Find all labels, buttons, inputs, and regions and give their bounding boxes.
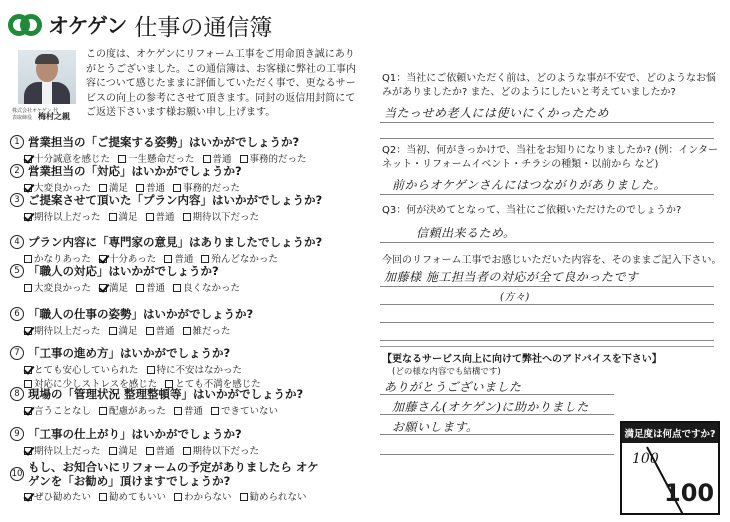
option-label: 普通 [146, 283, 166, 294]
question-4 [10, 234, 322, 265]
option-label: 期待以上だった [34, 326, 101, 337]
checkbox-icon[interactable] [174, 493, 182, 501]
option-checkbox[interactable] [146, 209, 175, 223]
checkbox-icon[interactable] [146, 327, 154, 335]
satisfaction-box [620, 421, 720, 515]
answer-q1: 当たっせめ老人には使いにくかったため [384, 106, 610, 120]
checkbox-icon[interactable] [173, 284, 181, 292]
answer-line [380, 304, 714, 305]
option-label: 大変良かった [34, 283, 92, 294]
answer-q4-note: (方々) [500, 292, 530, 303]
checkbox-icon[interactable] [99, 407, 107, 415]
option-label: 普通 [155, 326, 175, 337]
option-label: 期待以下だった [192, 446, 260, 457]
option-label: 満足 [109, 183, 129, 194]
option-label: 普通 [212, 154, 232, 165]
question-number: 7 [10, 346, 24, 360]
checkbox-icon[interactable] [24, 155, 32, 163]
option-checkbox[interactable] [99, 280, 128, 294]
option-checkbox[interactable] [174, 403, 203, 417]
checkbox-icon[interactable] [136, 184, 144, 192]
option-label: 十分あった [108, 254, 157, 265]
question-text: 「工事の進め方」はいかがでしょうか? [28, 346, 231, 360]
question-text: 「工事の仕上がり」はいかがでしょうか? [28, 427, 242, 441]
question-text: 「職人の仕事の姿勢」はいかがでしょうか? [28, 307, 254, 321]
advice-line-3: お願いします。 [392, 420, 479, 434]
option-checkbox[interactable] [146, 443, 175, 457]
option-label: 普通 [155, 212, 175, 223]
option-checkbox[interactable] [211, 403, 278, 417]
option-label: 事務的だった [183, 183, 241, 194]
option-label: 満足 [118, 326, 138, 337]
option-checkbox[interactable] [24, 443, 101, 457]
option-checkbox[interactable] [136, 280, 165, 294]
advice-line-2: 加藤さん(オケゲン)に助かりました [392, 400, 589, 414]
checkbox-icon[interactable] [24, 447, 32, 455]
option-label: 殆んどなかった [211, 254, 278, 265]
option-checkbox[interactable] [183, 443, 260, 457]
question-2 [10, 163, 242, 194]
checkbox-icon[interactable] [164, 255, 172, 263]
answer-line [380, 454, 614, 455]
question-text: 現場の「管理状況 整理整頓等」はいかがでしょうか? [28, 387, 304, 401]
option-checkbox[interactable] [24, 403, 91, 417]
checkbox-icon[interactable] [211, 407, 219, 415]
okegen-logo-icon [8, 10, 44, 40]
checkbox-icon[interactable] [203, 155, 211, 163]
option-label: 雑だった [192, 326, 231, 337]
intro-text: この度は、オケゲンにリフォーム工事をご用命頂き誠にありがとうございました。この通信簿は、お客様に弊社の工事内容について感じたままに評価していただく事で、更なるサービスの向上の参考にさせて頂きます。同封の返信用封筒にてご返送下さいます様お願い申し上げます。 [86, 49, 356, 119]
checkbox-icon[interactable] [24, 407, 32, 415]
question-number: 2 [10, 164, 24, 178]
question-text: ご提案させて頂いた「プラン内容」はいかがでしょうか? [28, 193, 323, 207]
checkbox-icon[interactable] [183, 447, 191, 455]
option-checkbox[interactable] [24, 209, 101, 223]
option-label: わからない [184, 492, 232, 503]
president-signature: 梅村之親 [38, 112, 70, 121]
answer-line [380, 434, 614, 435]
president-photo [18, 50, 76, 104]
question-number: 6 [10, 307, 24, 321]
checkbox-icon[interactable] [201, 255, 209, 263]
option-label: 普通 [183, 406, 203, 417]
checkbox-icon[interactable] [24, 184, 32, 192]
checkbox-icon[interactable] [183, 327, 191, 335]
question-text: プラン内容に「専門家の意見」はありましたでしょうか? [28, 235, 323, 249]
option-label: 期待以上だった [34, 446, 101, 457]
satisfaction-handwritten: 100 [632, 451, 659, 467]
option-checkbox[interactable] [99, 403, 166, 417]
question-number: 9 [10, 427, 24, 441]
question-number: 8 [10, 387, 24, 401]
checkbox-icon[interactable] [109, 213, 117, 221]
question-number: 5 [10, 264, 24, 278]
checkbox-icon[interactable] [118, 155, 126, 163]
option-label: 普通 [155, 446, 175, 457]
option-label: 十分誠意を感じた [34, 154, 111, 165]
checkbox-icon[interactable] [240, 493, 248, 501]
checkbox-icon[interactable] [24, 493, 32, 501]
advice-subtitle: (どの様な内容でも結構です) [392, 367, 501, 377]
option-label: 満足 [118, 212, 138, 223]
brand-name: オケゲン [48, 14, 127, 38]
checkbox-icon[interactable] [146, 447, 154, 455]
option-checkbox[interactable] [240, 151, 307, 165]
question-1 [10, 134, 307, 165]
satisfaction-score: 100 [664, 479, 715, 507]
question-text: 営業担当の「対応」はいかがでしょうか? [28, 164, 242, 178]
checkbox-icon[interactable] [24, 213, 32, 221]
option-label: とても安心していられた [34, 365, 139, 376]
question-q4: 今回のリフォーム工事でお感じいただいた内容を、そのままご記入下さい。 [382, 255, 722, 266]
option-label: 普通 [174, 254, 194, 265]
answer-line [380, 138, 714, 139]
option-label: 事務的だった [249, 154, 307, 165]
option-checkbox[interactable] [109, 209, 138, 223]
answer-line [380, 394, 614, 395]
photo-caption: 株式会社オケゲン 代表取締役 [12, 108, 59, 121]
checkbox-icon[interactable] [183, 213, 191, 221]
option-label: 対応に少しストレスを感じた [34, 379, 158, 390]
option-label: 言うことなし [34, 406, 92, 417]
question-number: 10 [11, 469, 23, 479]
checkbox-icon[interactable] [24, 366, 32, 374]
header [8, 6, 272, 44]
answer-line [380, 286, 714, 287]
option-checkbox[interactable] [173, 280, 240, 294]
checkbox-icon[interactable] [174, 407, 182, 415]
option-label: 良くなかった [183, 283, 241, 294]
option-checkbox[interactable] [146, 323, 175, 337]
checkbox-icon[interactable] [109, 327, 117, 335]
question-5 [10, 263, 240, 294]
option-checkbox[interactable] [109, 443, 138, 457]
option-checkbox[interactable] [174, 489, 232, 503]
question-number: 3 [10, 193, 24, 207]
option-label: 大変良かった [34, 183, 92, 194]
question-number: 4 [10, 235, 24, 249]
option-label: 満足 [109, 283, 129, 294]
checkbox-icon[interactable] [173, 184, 181, 192]
option-label: 勧められない [249, 492, 307, 503]
option-label: 普通 [146, 183, 166, 194]
question-text: 「職人の対応」はいかがでしょうか? [28, 264, 219, 278]
checkbox-icon[interactable] [109, 447, 117, 455]
option-label: 期待以下だった [192, 212, 260, 223]
checkbox-icon[interactable] [99, 493, 107, 501]
option-checkbox[interactable] [183, 209, 260, 223]
option-checkbox[interactable] [147, 362, 243, 376]
question-6 [10, 306, 253, 337]
answer-line [380, 322, 714, 323]
answer-line [380, 194, 714, 195]
checkbox-icon[interactable] [24, 255, 32, 263]
question-3 [10, 192, 322, 223]
option-label: 期待以上だった [34, 212, 101, 223]
question-q3: Q3：何が決めてとなって、当社にご依頼いただけたのでしょうか? [382, 205, 682, 216]
question-text: 営業担当の「ご提案する姿勢」はいかがでしょうか? [28, 135, 300, 149]
option-checkbox[interactable] [24, 280, 91, 294]
option-checkbox[interactable] [183, 323, 231, 337]
page-title: 仕事の通信簿 [134, 14, 273, 41]
option-label: とても不満を感じた [175, 379, 261, 390]
checkbox-icon[interactable] [99, 284, 107, 292]
question-7 [10, 345, 324, 390]
checkbox-icon[interactable] [146, 213, 154, 221]
advice-title: 【更なるサービス向上に向けて弊社へのアドバイスを下さい】 [382, 354, 662, 365]
question-10 [10, 460, 328, 503]
option-label: ぜひ勧めたい [34, 492, 92, 503]
option-checkbox[interactable] [109, 323, 138, 337]
option-checkbox[interactable] [24, 489, 91, 503]
answer-q2: 前からオケゲンさんにはつながりがありました。 [392, 178, 667, 192]
checkbox-icon[interactable] [24, 327, 32, 335]
option-checkbox[interactable] [240, 489, 307, 503]
checkbox-icon[interactable] [136, 284, 144, 292]
option-checkbox[interactable] [24, 323, 101, 337]
option-checkbox[interactable] [99, 489, 166, 503]
option-checkbox[interactable] [24, 362, 139, 376]
checkbox-icon[interactable] [147, 366, 155, 374]
checkbox-icon[interactable] [240, 155, 248, 163]
option-label: 配慮があった [109, 406, 166, 417]
question-8 [10, 386, 303, 417]
question-9 [10, 426, 259, 457]
answer-q3: 信頼出来るため。 [416, 226, 516, 240]
question-q2: Q2：当初、何がきっかけで、当社をお知りになりましたか? (例：インターネット・リフォームイベント・チラシの種類・以前から など) [382, 145, 719, 170]
option-label: かなりあった [34, 254, 91, 265]
answer-q4: 加藤様 施工担当者の対応が全て良かったです [384, 270, 639, 284]
answer-line [380, 122, 714, 123]
question-q1: Q1：当社にご依頼いただく前は、どのような事が不安で、どのようなお悩みがありましたか? また、どのようにしたいと考えていましたか? [382, 73, 717, 98]
answer-line [380, 242, 714, 243]
checkbox-icon[interactable] [99, 184, 107, 192]
option-label: 勧めてもいい [109, 492, 167, 503]
question-text: もし、お知合いにリフォームの予定がありましたら オケゲンを「お勧め」頂けますでしょうか? [28, 460, 319, 488]
option-label: 特に不安はなかった [156, 365, 243, 376]
advice-line-1: ありがとうございました [384, 380, 522, 394]
answer-line [380, 414, 614, 415]
option-label: できていない [220, 406, 278, 417]
option-label: 満足 [118, 446, 138, 457]
option-label: 一生懸命だった [128, 154, 195, 165]
answer-line [380, 340, 714, 341]
checkbox-icon[interactable] [99, 255, 107, 263]
checkbox-icon[interactable] [24, 284, 32, 292]
question-number: 1 [10, 135, 24, 149]
satisfaction-title: 満足度は何点ですか? [622, 423, 718, 443]
